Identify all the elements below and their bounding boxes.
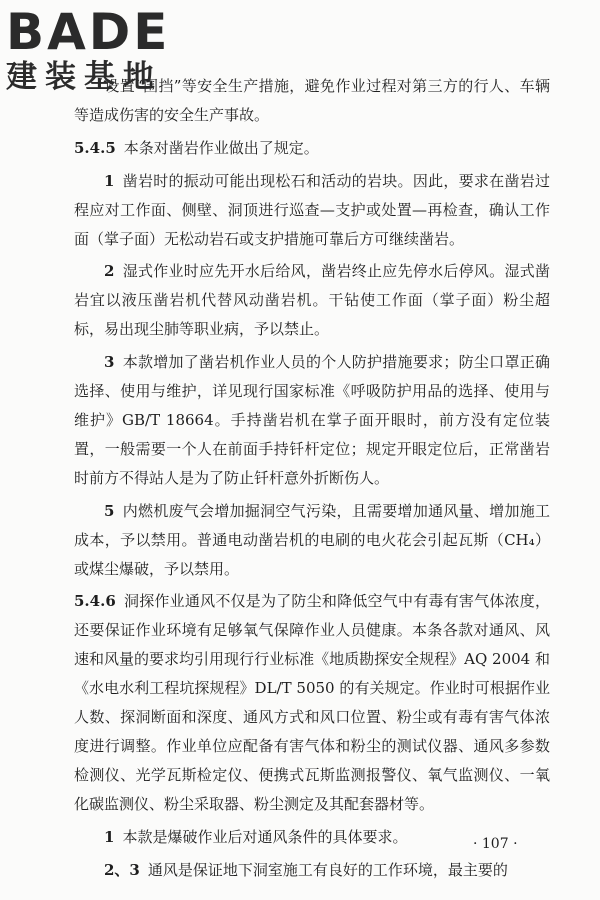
logo-wordmark: BADE (6, 3, 171, 61)
page-number: · 107 · (473, 836, 518, 852)
bade-logo (6, 4, 176, 96)
clause-item: 1 本款是爆破作业后对通风条件的具体要求。 (104, 827, 408, 846)
clause-number: 5 (104, 501, 115, 520)
clause-item: 1 凿岩时的振动可能出现松石和活动的岩块。因此，要求在凿岩过程应对工作面、侧壁、洞顶进行巡查—支护或处置—再检查，确认工作面（掌子面）无松动岩石或支护措施可靠后方可继续凿岩。 (74, 171, 550, 248)
section-number: 5.4.5 (74, 138, 116, 157)
clause-item: 5 内燃机废气会增加掘洞空气污染，且需要增加通风量、增加施工成本，予以禁用。普通电动凿岩机的电刷的电火花会引起瓦斯（CH₄）或煤尘爆破，予以禁用。 (74, 501, 550, 578)
clause-number: 2 (104, 262, 115, 281)
clause-item: 2 湿式作业时应先开水后给风，凿岩终止应先停水后停风。湿式凿岩宜以液压凿岩机代替风动凿岩机。干钻使工作面（掌子面）粉尘超标，易出现尘肺等职业病，予以禁止。 (74, 262, 550, 339)
clause-number: 1 (104, 171, 115, 190)
document-body (74, 72, 550, 884)
section-5-4-6: 5.4.6 洞探作业通风不仅是为了防尘和降低空气中有毒有害气体浓度，还要保证作业环境有足够氧气保障作业人员健康。本条各款对通风、风速和风量的要求均引用现行行业标准《地质勘探安全规程》AQ 2004 和《水电水利工程坑探规程》DL/T 5050 的有关规定。作业时可根据作业人数、探洞断面和深度、通风方式和风口位置、粉尘或有毒有害气体浓度进行调整。作业单位应配备有害气体和粉尘的测试仪器、通风多参数检测仪、光学瓦斯检定仪、便携式瓦斯监测报警仪、氧气监测仪、一氧化碳监测仪、粉尘采取器、粉尘测定及其配套器材等。 (74, 592, 550, 813)
paragraph-continuation: 设置“围挡”等安全生产措施，避免作业过程对第三方的行人、车辆等造成伤害的安全生产事故。 (74, 77, 550, 124)
section-5-4-5: 5.4.5 本条对凿岩作业做出了规定。 (74, 138, 319, 157)
clause-number: 2、3 (104, 860, 140, 879)
clause-number: 3 (104, 353, 115, 372)
logo-subtitle: 建装基地 (6, 59, 162, 95)
section-number: 5.4.6 (74, 592, 116, 611)
clause-number: 1 (104, 827, 115, 846)
clause-item: 3 本款增加了凿岩机作业人员的个人防护措施要求；防尘口罩正确选择、使用与维护，详见现行国家标准《呼吸防护用品的选择、使用与维护》GB/T 18664。手持凿岩机在掌子面开眼时，前方没有定位装置，一般需要一个人在前面手持钎杆定位；规定开眼定位后，正常凿岩时前方不得站人是为了防止钎杆意外折断伤人。 (74, 353, 550, 487)
clause-item: 2、3 通风是保证地下洞室施工有良好的工作环境，最主要的 (104, 860, 508, 879)
